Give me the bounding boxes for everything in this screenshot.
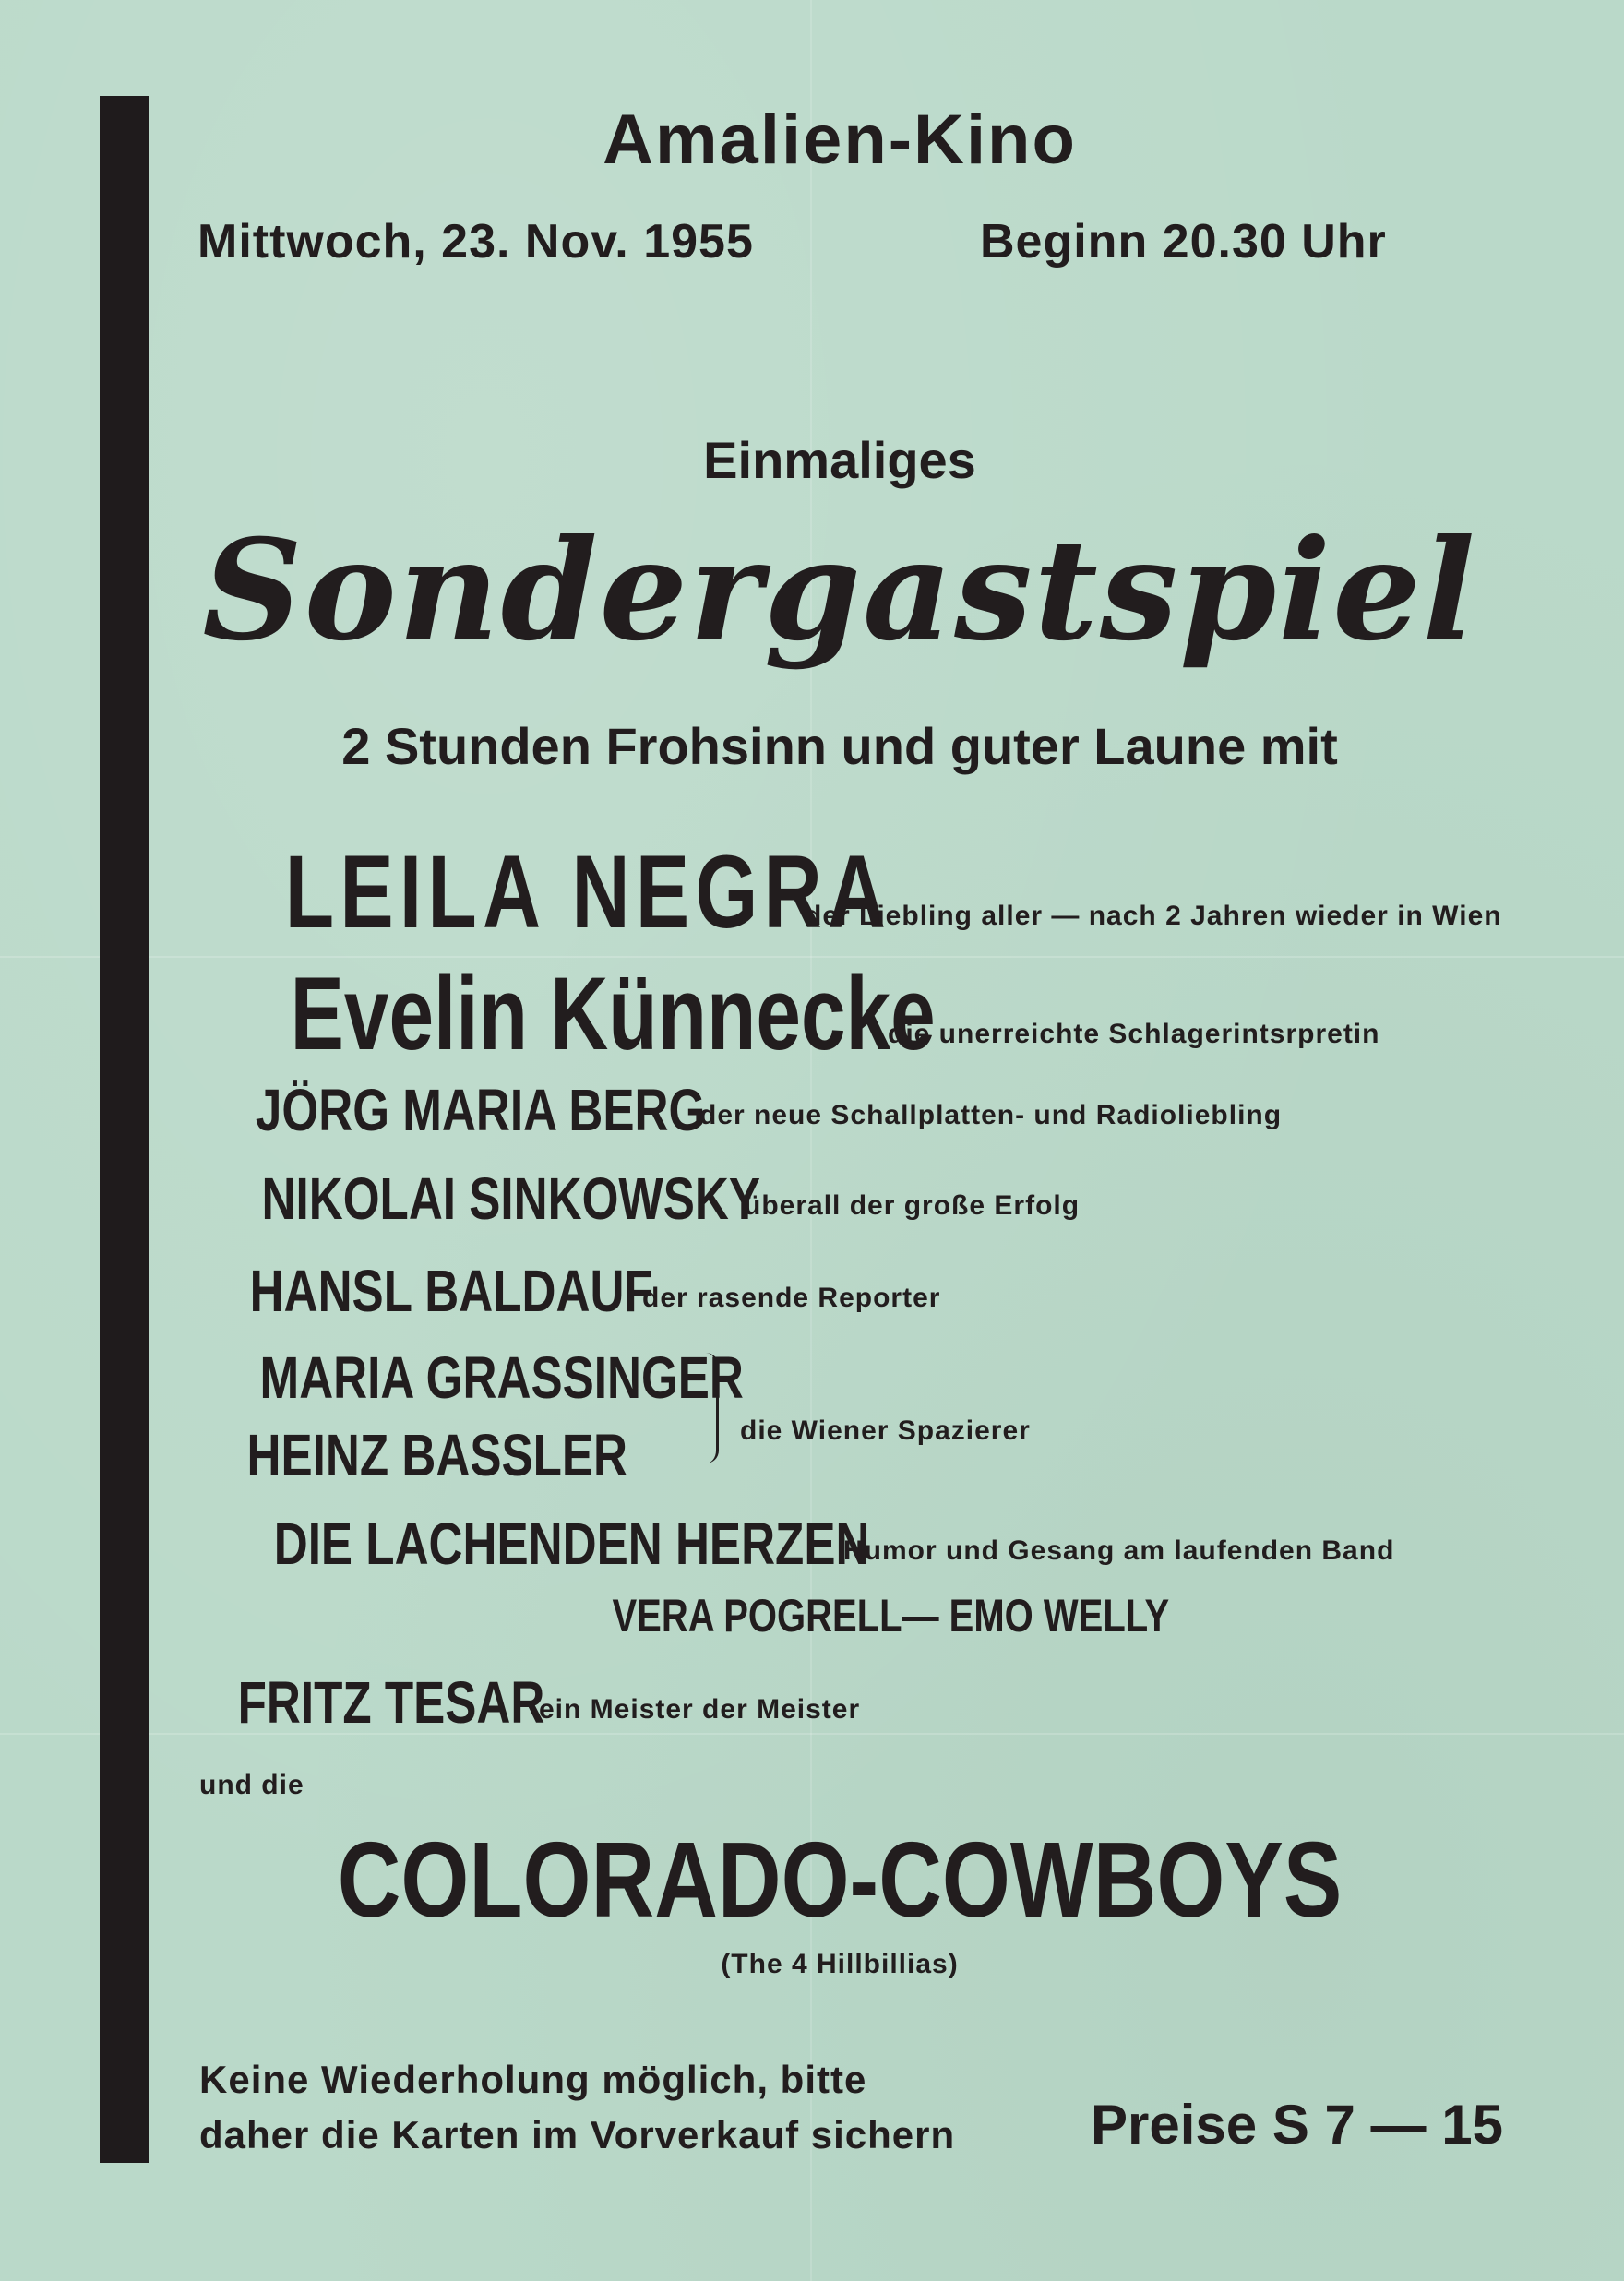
- performer-name: DIE LACHENDEN HERZEN: [273, 1511, 870, 1577]
- left-black-bar: [100, 96, 149, 2163]
- booking-note-line: daher die Karten im Vorverkauf sichern: [199, 2113, 956, 2156]
- performer-desc: überall der große Erfolg: [744, 1190, 1081, 1221]
- cinema-title: Amalien-Kino: [603, 101, 1077, 179]
- performer-name: NIKOLAI SINKOWSKY: [261, 1165, 761, 1232]
- performer-name: MARIA GRASSINGER: [259, 1344, 744, 1411]
- subline: 2 Stunden Frohsinn und guter Laune mit: [341, 717, 1338, 775]
- performer-desc: die unerreichte Schlagerintsrpretin: [888, 1019, 1380, 1049]
- event-date: Mittwoch, 23. Nov. 1955: [197, 215, 754, 269]
- booking-note: [199, 2052, 955, 2163]
- einmaliges-label: Einmaliges: [703, 431, 976, 489]
- performer-name: JÖRG MARIA BERG: [255, 1077, 706, 1143]
- band-subtitle: (The 4 Hillbillias): [721, 1949, 959, 1979]
- performer-name: Evelin Künnecke: [290, 956, 936, 1071]
- performer-desc: ein Meister der Meister: [539, 1694, 861, 1725]
- performer-name: LEILA NEGRA: [284, 834, 892, 949]
- start-time: Beginn 20.30 Uhr: [980, 215, 1387, 269]
- performer-name: FRITZ TESAR: [237, 1669, 545, 1736]
- performer-name: VERA POGRELL— EMO WELLY: [612, 1590, 1170, 1642]
- performer-desc: der rasende Reporter: [642, 1283, 941, 1313]
- performer-desc: die Wiener Spazierer: [740, 1415, 1031, 1446]
- grouping-brace: [699, 1353, 719, 1463]
- band-name: COLORADO-COWBOYS: [337, 1820, 1343, 1940]
- booking-note-line: Keine Wiederholung möglich, bitte: [199, 2058, 867, 2101]
- performer-name: HANSL BALDAUF: [249, 1258, 653, 1324]
- prices: Preise S 7 — 15: [1091, 2094, 1503, 2156]
- performer-desc: der Liebling aller — nach 2 Jahren wieder in Wien: [805, 901, 1502, 931]
- performer-desc: der neue Schallplatten- und Radioliebling: [699, 1100, 1283, 1130]
- performer-desc: Humor und Gesang am laufenden Band: [843, 1535, 1395, 1566]
- headline: Sondergastspiel: [202, 509, 1477, 672]
- performer-name: HEINZ BASSLER: [246, 1422, 628, 1488]
- und-die-label: und die: [199, 1770, 304, 1800]
